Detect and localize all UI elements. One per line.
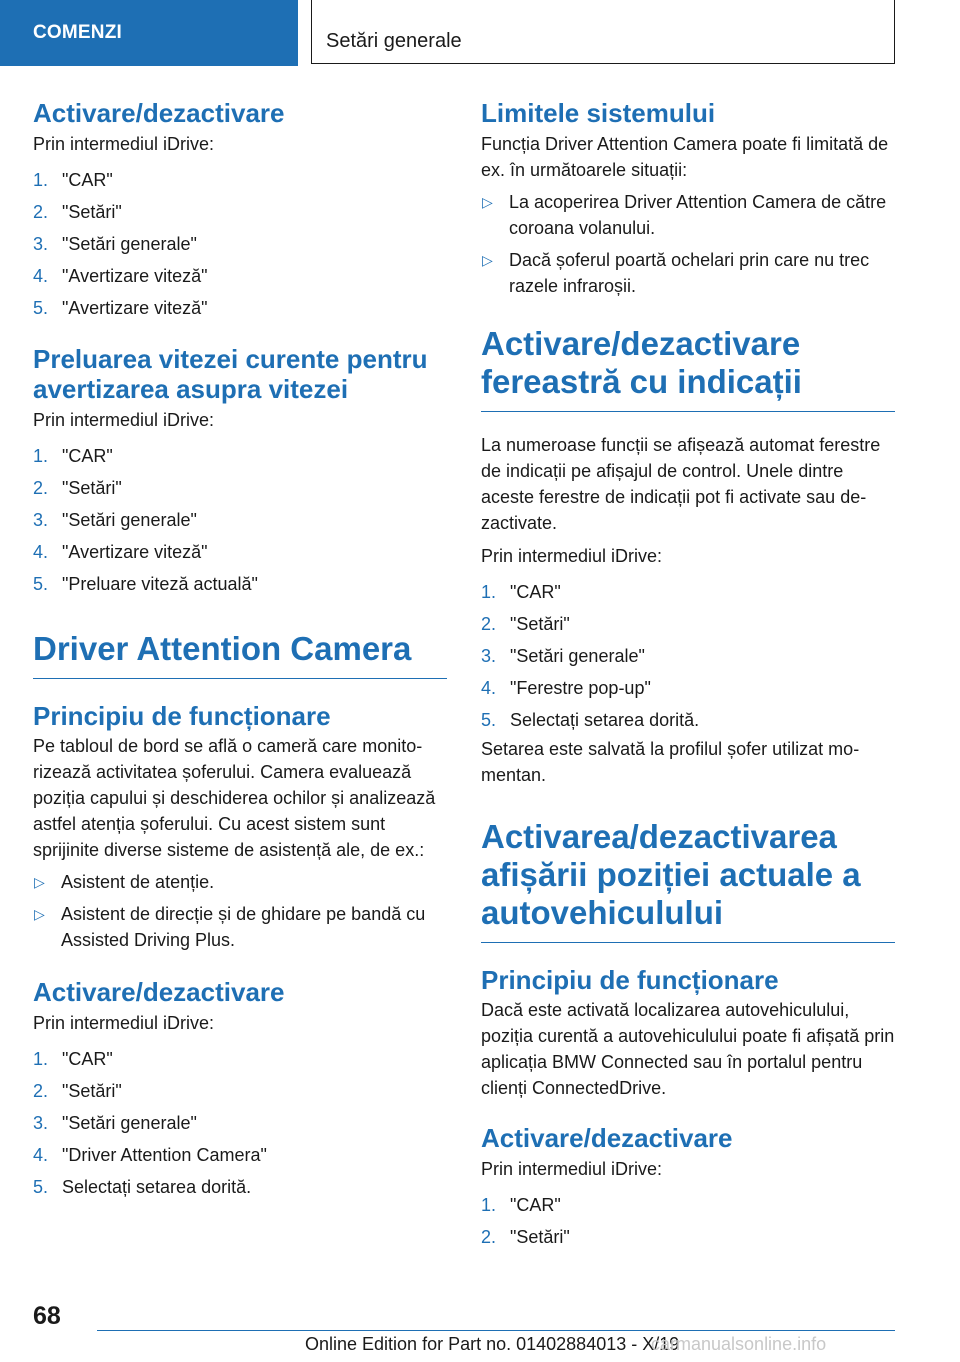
list-item: 4. "Driver Attention Camera" [33, 1145, 267, 1165]
list-item: ▷ Asistent de direcție și de ghidare pe bandă cu Assisted Driving Plus. [33, 901, 447, 953]
list-item: 5. "Preluare viteză actuală" [33, 574, 258, 594]
section-system-limits [481, 98, 895, 299]
list-item: 1. "CAR" [33, 1049, 113, 1069]
list-item: ▷ Dacă șoferul poartă ochelari prin care nu trec razele infraroșii. [481, 247, 895, 299]
section-heading: Preluarea vitezei curente pentru avertizarea asupra vitezei [33, 344, 428, 404]
list-item: 5. Selectați setarea dorită. [481, 710, 700, 730]
list-item: 3. "Setări generale" [33, 1113, 197, 1133]
triangle-right-outline-icon: ▷ [482, 194, 493, 210]
section-heading: Activare/dezactivare [33, 977, 285, 1007]
section-heading: Principiu de funcționare [481, 965, 779, 995]
list-item: 5. "Avertizare viteză" [33, 298, 208, 318]
footer-divider [97, 1330, 895, 1331]
section-title: Setări generale [311, 0, 895, 64]
body-text: Pe tabloul de bord se află o cameră care monitorizează activitatea șoferului. Camera evaluează poziția capului și deschiderea ochilor și analizează astfel atenția șoferului. Cu acest sistem sunt sprijinite diverse sisteme de asistență ale, de ex.: [33, 736, 436, 860]
list-item: 2. "Setări" [33, 1081, 122, 1101]
list-item: 1. "CAR" [33, 170, 113, 190]
watermark: carmanualsonline.info [651, 1334, 827, 1354]
list-item: 1. "CAR" [481, 582, 561, 602]
list-item: 5. Selectați setarea dorită. [33, 1177, 252, 1197]
list-item: 1. "CAR" [33, 446, 113, 466]
section-driver-attention-camera [33, 630, 447, 1203]
page-number: 68 [33, 1302, 61, 1330]
chapter-heading: Activarea/dezactivarea afișării poziției actuale a autovehiculului [481, 818, 895, 943]
list-item: 4. "Avertizare viteză" [33, 266, 208, 286]
section-heading: Principiu de funcționare [33, 701, 331, 731]
triangle-right-outline-icon: ▷ [482, 252, 493, 268]
triangle-right-outline-icon: ▷ [34, 874, 45, 890]
triangle-right-outline-icon: ▷ [34, 906, 45, 922]
body-text: Funcția Driver Attention Camera poate fi limitată de ex. în următoarele situații: [481, 134, 889, 180]
note-text: Setarea este salvată la profilul șofer utilizat momentan. [481, 739, 860, 785]
chapter-heading: Driver Attention Camera [33, 630, 447, 679]
section-current-speed [33, 344, 447, 600]
chapter-tab: COMENZI [0, 0, 298, 66]
intro-text: Prin intermediul iDrive: [33, 1013, 215, 1033]
bullet-list [481, 189, 895, 299]
steps-list [481, 576, 895, 736]
list-item: 2. "Setări" [33, 202, 122, 222]
section-speed-warning [33, 98, 447, 324]
intro-text: Prin intermediul iDrive: [33, 410, 215, 430]
section-heading: Activare/dezactivare [33, 98, 285, 128]
intro-text: Prin intermediul iDrive: [481, 1159, 663, 1179]
list-item: 2. "Setări" [33, 478, 122, 498]
list-item: 4. "Avertizare viteză" [33, 542, 208, 562]
list-item: 1. "CAR" [481, 1195, 561, 1215]
section-heading: Activare/dezactivare [481, 1123, 733, 1153]
section-popup-windows [481, 325, 895, 788]
right-column [481, 98, 895, 1253]
steps-list [481, 1189, 895, 1253]
list-item: 3. "Setări generale" [33, 234, 197, 254]
left-column [33, 98, 447, 1203]
list-item: ▷ La acoperirea Driver Attention Camera de către coroana volanului. [481, 189, 895, 241]
steps-list [33, 1043, 447, 1203]
section-heading: Limitele sistemului [481, 98, 716, 128]
steps-list [33, 440, 447, 600]
list-item: ▷ Asistent de atenție. [33, 869, 447, 895]
body-text: Dacă este activată localizarea autovehiculului, poziția curentă a autovehiculului poate fi afișată prin aplicația BMW Connected sau în portalul pentru clienți ConnectedDrive. [481, 1000, 895, 1098]
page-header [0, 0, 960, 66]
body-text: La numeroase funcții se afișează automat ferestre de indicații pe afișajul de control. Unele dintre aceste ferestre de indicații pot fi activate sau dezactivate. [481, 435, 881, 533]
list-item: 2. "Setări" [481, 614, 570, 634]
intro-text: Prin intermediul iDrive: [33, 134, 215, 154]
intro-text: Prin intermediul iDrive: [481, 546, 663, 566]
edition-text: Online Edition for Part no. 01402884013 - X/19 [305, 1334, 680, 1354]
list-item: 3. "Setări generale" [481, 646, 645, 666]
bullet-list [33, 869, 447, 953]
section-vehicle-position [481, 818, 895, 1253]
list-item: 4. "Ferestre pop-up" [481, 678, 651, 698]
list-item: 3. "Setări generale" [33, 510, 197, 530]
list-item: 2. "Setări" [481, 1227, 570, 1247]
steps-list [33, 164, 447, 324]
chapter-heading: Activare/dezactivare fereastră cu indicații [481, 325, 895, 412]
